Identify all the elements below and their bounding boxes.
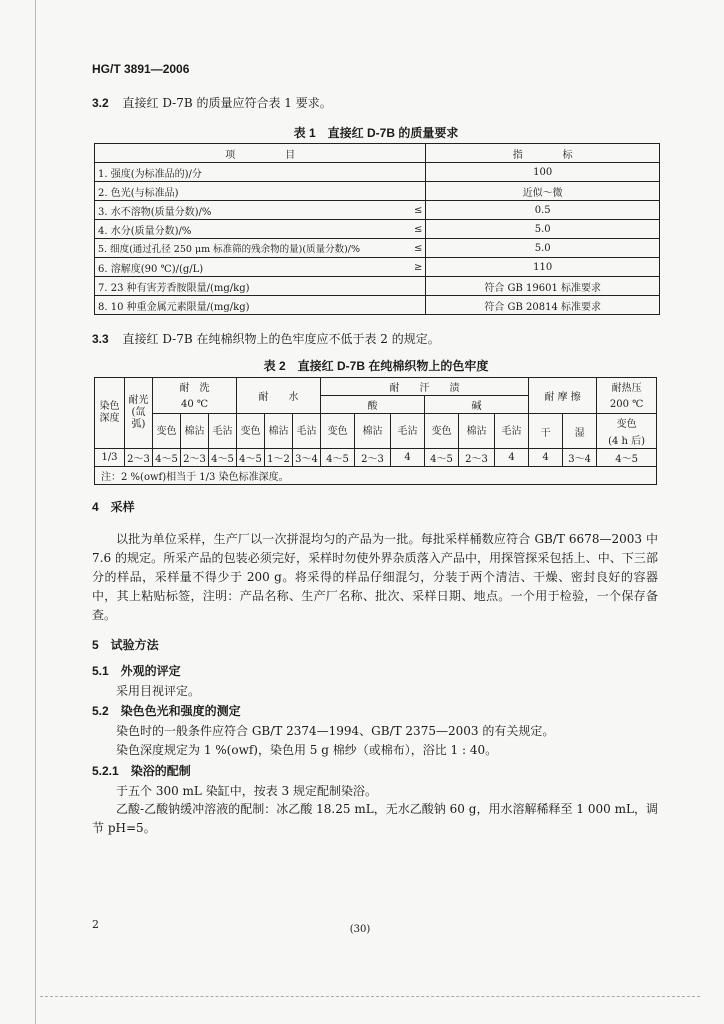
table1-item: 2. 色光(与标准品) bbox=[95, 182, 404, 201]
table1-header-index: 指 标 bbox=[426, 144, 660, 163]
table1-value: 符合 GB 19601 标准要求 bbox=[426, 277, 660, 296]
table1-item: 6. 溶解度(90 ℃)/(g/L) bbox=[95, 258, 404, 277]
table2-cell: 4 bbox=[495, 449, 529, 467]
table2-header-wash-temp: 40 ℃ bbox=[153, 396, 237, 414]
table2-header-depth: 染色深度 bbox=[95, 378, 125, 449]
table2-cell: 1～2 bbox=[265, 449, 293, 467]
table2-note: 注：2 %(owf)相当于 1/3 染色标准深度。 bbox=[95, 467, 657, 485]
table2-cell: 4～5 bbox=[321, 449, 355, 467]
table1-value: 符合 GB 20814 标准要求 bbox=[426, 296, 660, 315]
table1-value: 5.0 bbox=[426, 239, 660, 258]
table-row bbox=[95, 182, 660, 201]
table2-header-cotton: 棉沾 bbox=[355, 414, 391, 449]
section-3-3-text: 直接红 D-7B 在纯棉织物上的色牢度应不低于表 2 的规定。 bbox=[122, 332, 440, 346]
table2-header-rub: 耐 摩 擦 bbox=[529, 378, 597, 414]
table2-header-wet: 湿 bbox=[563, 414, 597, 449]
section-3-2-number: 3.2 bbox=[92, 96, 109, 110]
table2-cell: 1/3 bbox=[95, 449, 125, 467]
table2-header-cotton: 棉沾 bbox=[181, 414, 209, 449]
table2-header-heat-change: 变色 bbox=[597, 414, 657, 432]
table2-header-change: 变色 bbox=[321, 414, 355, 449]
table2-cell: 2～3 bbox=[459, 449, 495, 467]
section-5-1-title: 5.1 外观的评定 bbox=[92, 664, 181, 678]
table2-header-dry: 干 bbox=[529, 414, 563, 449]
table2-header-change: 变色 bbox=[153, 414, 181, 449]
table1-symbol: ≤ bbox=[404, 201, 426, 220]
section-3-3-number: 3.3 bbox=[92, 332, 109, 346]
table2-header-acid: 酸 bbox=[321, 396, 425, 414]
table2-header-cotton: 棉沾 bbox=[265, 414, 293, 449]
table1-symbol: ≤ bbox=[404, 239, 426, 258]
table2-cell: 4 bbox=[391, 449, 425, 467]
section-3-2-text: 直接红 D-7B 的质量应符合表 1 要求。 bbox=[122, 96, 332, 110]
table2-cell: 4～5 bbox=[209, 449, 237, 467]
table1-item: 1. 强度(为标准品的)/分 bbox=[95, 163, 404, 182]
table2-header-wash: 耐 洗 bbox=[153, 378, 237, 396]
table1-header-item: 项 目 bbox=[95, 144, 426, 163]
table-row bbox=[95, 220, 660, 239]
page-serial: (30) bbox=[349, 924, 371, 935]
page-number: 2 bbox=[92, 918, 99, 931]
table1-symbol bbox=[404, 163, 426, 182]
table2-cell: 4～5 bbox=[153, 449, 181, 467]
section-5-1-text: 采用目视评定。 bbox=[116, 684, 201, 698]
table2-header-water: 耐 水 bbox=[237, 378, 321, 414]
table1-symbol bbox=[404, 296, 426, 315]
section-5-title: 5 试验方法 bbox=[92, 638, 159, 652]
table1-value: 110 bbox=[426, 258, 660, 277]
table1-item: 3. 水不溶物(质量分数)/% bbox=[95, 201, 404, 220]
table2-cell: 2～3 bbox=[181, 449, 209, 467]
table2-header-heat: 耐热压 bbox=[597, 378, 657, 396]
table2-header-wool: 毛沾 bbox=[495, 414, 529, 449]
standard-header: HG/T 3891—2006 bbox=[92, 62, 190, 76]
section-5-2-title: 5.2 染色色光和强度的测定 bbox=[92, 704, 241, 718]
section-5-2-line1: 染色时的一般条件应符合 GB/T 2374—1994、GB/T 2375—2003 的有关规定。 bbox=[116, 724, 555, 738]
section-4-paragraph: 以批为单位采样，生产厂以一次拼混均匀的产品为一批。每批采样桶数应符合 GB/T 6678—2003 中 7.6 的规定。所采产品的包装必须完好，采样时勿使外界杂质落入产品中，用探管探采包括上、中、下三部分的样品，采样量不得少于 200 g。将采得的样品仔细混匀，分装于两个清洁、干燥、密封良好的容器中，其上粘贴标签，注明：产品名称、生产厂名称、批次、采样日期、地点。一个用于检验，一个保存备查。 bbox=[92, 532, 658, 622]
section-5-2-1-title: 5.2.1 染浴的配制 bbox=[92, 764, 191, 778]
table-row bbox=[95, 277, 660, 296]
table2-header-cotton: 棉沾 bbox=[459, 414, 495, 449]
section-4-title: 4 采样 bbox=[92, 500, 135, 514]
table2-header-wool: 毛沾 bbox=[391, 414, 425, 449]
table2-cell: 4～5 bbox=[425, 449, 459, 467]
table2-header-wool: 毛沾 bbox=[209, 414, 237, 449]
table2-caption: 表 2 直接红 D-7B 在纯棉织物上的色牢度 bbox=[263, 359, 489, 373]
table1-item: 8. 10 种重金属元素限量/(mg/kg) bbox=[95, 296, 404, 315]
table2-header-heat-temp: 200 ℃ bbox=[597, 396, 657, 414]
table1 bbox=[94, 143, 660, 315]
table2-header-change: 变色 bbox=[237, 414, 265, 449]
table-row bbox=[95, 201, 660, 220]
table2-header-change: 变色 bbox=[425, 414, 459, 449]
section-3-2 bbox=[92, 93, 332, 113]
table2-header-heat-time: (4 h 后) bbox=[597, 431, 657, 449]
table1-symbol: ≤ bbox=[404, 220, 426, 239]
table-row bbox=[95, 296, 660, 315]
table2-cell: 2～3 bbox=[355, 449, 391, 467]
section-5-2-1-line2: 乙酸-乙酸钠缓冲溶液的配制：冰乙酸 18.25 mL，无水乙酸钠 60 g，用水溶解稀释至 1 000 mL，调节 pH=5。 bbox=[92, 802, 658, 835]
table2-cell: 2～3 bbox=[125, 449, 153, 467]
table2-header-sweat: 耐 汗 渍 bbox=[321, 378, 529, 396]
table1-item: 5. 细度(通过孔径 250 μm 标准筛的残余物的量)(质量分数)/% bbox=[95, 239, 404, 258]
table-row bbox=[95, 239, 660, 258]
table1-symbol bbox=[404, 182, 426, 201]
table1-value: 100 bbox=[426, 163, 660, 182]
table2-cell: 3～4 bbox=[293, 449, 321, 467]
table1-value: 近似～微 bbox=[426, 182, 660, 201]
table2-header-wool: 毛沾 bbox=[293, 414, 321, 449]
table2 bbox=[94, 377, 657, 485]
table2-cell: 3～4 bbox=[563, 449, 597, 467]
table2-cell: 4～5 bbox=[597, 449, 657, 467]
section-5-2-1-line1: 于五个 300 mL 染缸中，按表 3 规定配制染浴。 bbox=[116, 784, 377, 798]
section-3-3 bbox=[92, 329, 440, 349]
table2-header-light: 耐光(氙弧) bbox=[125, 378, 153, 449]
table1-item: 4. 水分(质量分数)/% bbox=[95, 220, 404, 239]
table1-value: 0.5 bbox=[426, 201, 660, 220]
table2-header-alkali: 碱 bbox=[425, 396, 529, 414]
table2-cell: 4 bbox=[529, 449, 563, 467]
table1-value: 5.0 bbox=[426, 220, 660, 239]
scan-edge-line bbox=[35, 0, 36, 1024]
table-row bbox=[95, 163, 660, 182]
section-5-2-line2: 染色深度规定为 1 %(owf)，染色用 5 g 棉纱（或棉布），浴比 1 : 40。 bbox=[116, 743, 498, 757]
table1-symbol: ≥ bbox=[404, 258, 426, 277]
table-row bbox=[95, 449, 657, 467]
scan-bottom-line bbox=[40, 996, 700, 998]
table1-caption: 表 1 直接红 D-7B 的质量要求 bbox=[293, 126, 459, 140]
table1-symbol bbox=[404, 277, 426, 296]
table1-item: 7. 23 种有害芳香胺限量/(mg/kg) bbox=[95, 277, 404, 296]
table2-cell: 4～5 bbox=[237, 449, 265, 467]
table-row bbox=[95, 258, 660, 277]
